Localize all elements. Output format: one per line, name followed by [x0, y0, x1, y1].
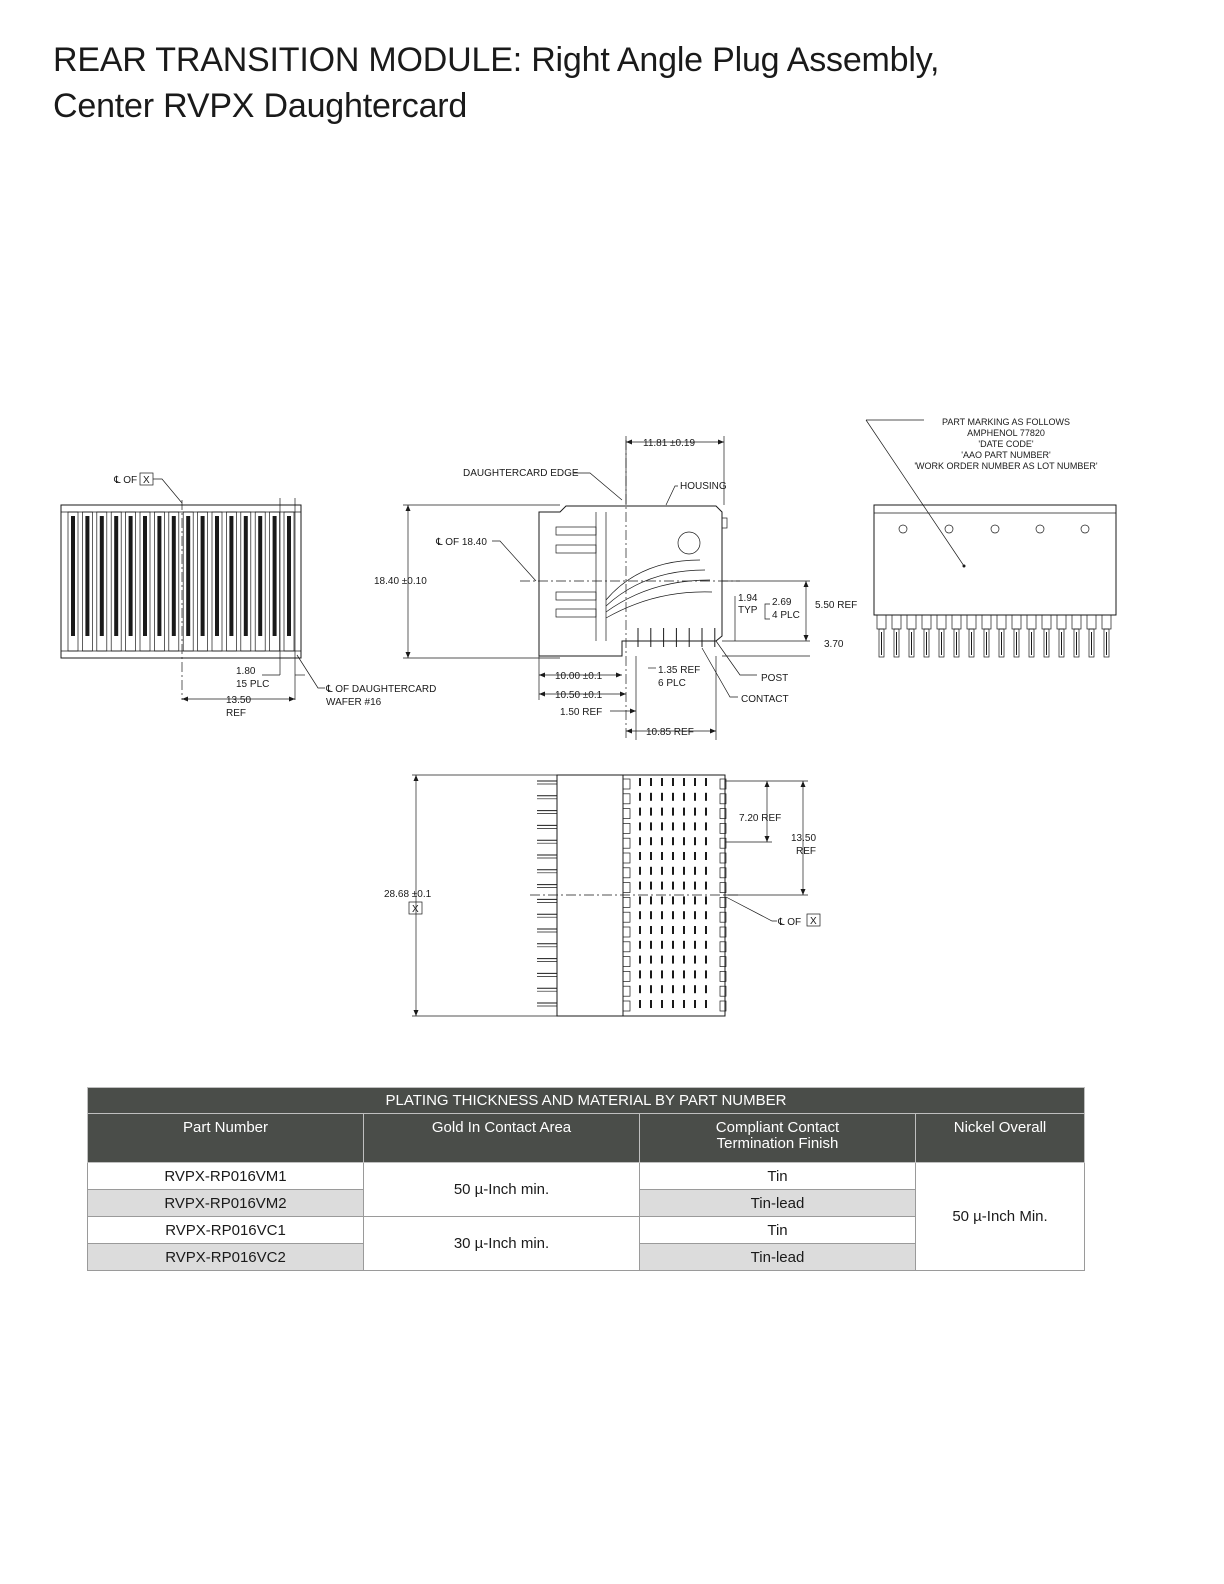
side-height-dim: 18.40 ±0.10	[374, 576, 427, 587]
plan-contact	[683, 778, 685, 786]
front-view	[61, 473, 436, 719]
plan-contact	[639, 882, 641, 890]
plan-contact	[683, 837, 685, 845]
plan-contact	[683, 970, 685, 978]
finish-cell: Tin	[640, 1217, 916, 1244]
gold-cell: 30 µ-Inch min.	[364, 1217, 640, 1271]
finish-cell: Tin-lead	[640, 1190, 916, 1217]
plan-contact-grid	[639, 778, 707, 1008]
plan-contact	[650, 808, 652, 816]
plan-contact	[694, 941, 696, 949]
header-nickel: Nickel Overall	[916, 1114, 1085, 1163]
plan-contact	[705, 985, 707, 993]
side-dim-1085: 10.85 REF	[646, 727, 694, 738]
marking-hole	[945, 525, 953, 533]
wafer-contact	[157, 516, 161, 636]
plan-contact	[705, 793, 707, 801]
side-dim-370: 3.70	[824, 639, 844, 650]
wafer-contact	[273, 516, 277, 636]
finish-cell: Tin	[640, 1163, 916, 1190]
nickel-cell: 50 µ-Inch Min.	[916, 1163, 1085, 1271]
wafer-contact	[129, 516, 133, 636]
finish-cell: Tin-lead	[640, 1244, 916, 1271]
marking-hole	[991, 525, 999, 533]
plating-table-caption: PLATING THICKNESS AND MATERIAL BY PART NUMBER	[88, 1088, 1085, 1114]
rear-pin-shoulder	[877, 615, 886, 629]
marking-hole	[899, 525, 907, 533]
rear-pin-shoulder	[967, 615, 976, 629]
plan-contact	[639, 985, 641, 993]
plan-contact	[661, 822, 663, 830]
plan-contact	[650, 867, 652, 875]
plan-contact	[650, 882, 652, 890]
plan-contact	[650, 970, 652, 978]
plan-contact	[672, 1000, 674, 1008]
plan-contact	[694, 867, 696, 875]
rear-pin-shoulder	[907, 615, 916, 629]
plan-contact	[672, 837, 674, 845]
plan-left-tab	[623, 897, 630, 907]
plan-contact	[705, 926, 707, 934]
plan-contact	[705, 822, 707, 830]
front-datum-letter: X	[143, 475, 150, 486]
plan-left-tab	[623, 853, 630, 863]
wafer-contact	[114, 516, 118, 636]
plan-contact	[661, 837, 663, 845]
plan-contact	[683, 941, 685, 949]
plan-contact	[705, 882, 707, 890]
rear-pin-shoulder	[937, 615, 946, 629]
part-marking-note	[914, 417, 1098, 471]
plan-contact	[694, 956, 696, 964]
plan-left-tab	[623, 957, 630, 967]
plan-contact	[672, 941, 674, 949]
plan-contact	[672, 970, 674, 978]
plan-contact	[650, 778, 652, 786]
plan-contact	[672, 985, 674, 993]
side-view	[374, 436, 857, 740]
part-number-cell: RVPX-RP016VM1	[88, 1163, 364, 1190]
plan-contact	[639, 867, 641, 875]
plan-contact	[705, 941, 707, 949]
plan-contact	[672, 956, 674, 964]
marking-line: PART MARKING AS FOLLOWS	[941, 417, 1071, 427]
plan-contact	[650, 956, 652, 964]
front-width-value: 13.50	[226, 695, 252, 706]
wafer-contact	[85, 516, 89, 636]
plan-datum-letter: X	[412, 904, 419, 915]
plan-contact	[661, 970, 663, 978]
front-pitch-plc: 15 PLC	[236, 679, 270, 690]
marking-line: 'DATE CODE'	[978, 439, 1034, 449]
header-part-number: Part Number	[88, 1114, 364, 1163]
plan-contact	[661, 778, 663, 786]
plan-contact	[705, 852, 707, 860]
plan-contact	[672, 808, 674, 816]
plan-contact	[705, 970, 707, 978]
rear-view-outline	[874, 505, 1116, 615]
rear-pins	[877, 615, 1111, 657]
plan-contact	[661, 941, 663, 949]
wafer-contact	[215, 516, 219, 636]
side-daughtercard-edge: DAUGHTERCARD EDGE	[463, 468, 579, 479]
wafer-contact	[172, 516, 176, 636]
plan-contact	[683, 985, 685, 993]
plan-contact	[672, 896, 674, 904]
plan-contact	[672, 926, 674, 934]
plan-left-tab	[623, 838, 630, 848]
plan-left-tab	[623, 779, 630, 789]
wafer-contact	[186, 516, 190, 636]
plan-contact	[661, 985, 663, 993]
plan-contact	[672, 778, 674, 786]
plan-contact	[705, 956, 707, 964]
plan-contact	[705, 896, 707, 904]
front-pitch-value: 1.80	[236, 666, 256, 677]
plan-contact	[683, 867, 685, 875]
page-title-line-1: REAR TRANSITION MODULE: Right Angle Plug Assembly,	[53, 41, 940, 79]
side-top-dim: 11.81 ±0.19	[643, 438, 696, 449]
plan-contact	[639, 956, 641, 964]
plan-contact	[672, 852, 674, 860]
rear-pin-shoulder	[1072, 615, 1081, 629]
rear-pin-shoulder	[952, 615, 961, 629]
plan-contact	[683, 926, 685, 934]
wafer-group	[68, 512, 294, 651]
part-number-cell: RVPX-RP016VC2	[88, 1244, 364, 1271]
plan-contact	[705, 837, 707, 845]
plan-contact	[683, 882, 685, 890]
side-pitch-269-plc: 4 PLC	[772, 610, 800, 621]
wafer-contact	[100, 516, 104, 636]
plan-contact	[661, 1000, 663, 1008]
plan-contact	[683, 852, 685, 860]
plan-contact	[694, 793, 696, 801]
plan-contact	[705, 867, 707, 875]
plan-contact	[694, 837, 696, 845]
front-centerline-label: ℄ OF	[114, 475, 138, 486]
page-title-line-2: Center RVPX Daughtercard	[53, 87, 468, 125]
plan-contact	[683, 956, 685, 964]
plan-contact	[661, 867, 663, 875]
marking-line: 'WORK ORDER NUMBER AS LOT NUMBER'	[914, 461, 1098, 471]
plan-contact	[661, 852, 663, 860]
plan-contact	[683, 896, 685, 904]
plan-contact	[705, 778, 707, 786]
rear-pin-shoulder	[982, 615, 991, 629]
rear-pin-shoulder	[1102, 615, 1111, 629]
plan-ref-720: 7.20 REF	[739, 813, 782, 824]
plan-contact	[683, 793, 685, 801]
plan-contact	[694, 926, 696, 934]
header-finish-line-2: Termination Finish	[716, 1135, 839, 1152]
plan-contact	[650, 852, 652, 860]
part-number-cell: RVPX-RP016VC1	[88, 1217, 364, 1244]
plan-left-tab	[623, 942, 630, 952]
plan-contact	[705, 1000, 707, 1008]
plan-left-tab	[623, 868, 630, 878]
plan-contact	[694, 985, 696, 993]
plan-contact	[694, 808, 696, 816]
side-dim-135-plc: 6 PLC	[658, 678, 686, 689]
plan-left-tab	[623, 927, 630, 937]
plan-contact	[694, 852, 696, 860]
plan-body	[557, 775, 623, 1016]
front-wafer-label-1: ℄ OF DAUGHTERCARD	[326, 684, 437, 695]
plan-contact	[639, 911, 641, 919]
side-typ-value: 1.94	[738, 593, 758, 604]
plan-left-tab	[623, 971, 630, 981]
plan-view	[384, 775, 820, 1016]
plan-left-tab	[623, 1001, 630, 1011]
rear-pin-shoulder	[997, 615, 1006, 629]
plan-contact	[650, 793, 652, 801]
plan-contact	[650, 896, 652, 904]
plan-contact	[639, 941, 641, 949]
front-wafer-label-2: WAFER #16	[326, 697, 382, 708]
plan-contact	[694, 822, 696, 830]
header-finish-line-1: Compliant Contact	[715, 1119, 840, 1136]
plan-contact	[650, 926, 652, 934]
plan-leads	[537, 781, 557, 1006]
plan-contact	[639, 926, 641, 934]
plan-centerline-box: X	[810, 916, 817, 927]
plan-contact	[639, 837, 641, 845]
side-dim-135: 1.35 REF	[658, 665, 701, 676]
plan-contact	[683, 1000, 685, 1008]
plan-contact	[672, 867, 674, 875]
plan-contact	[683, 911, 685, 919]
plan-contact	[650, 941, 652, 949]
rear-pin-shoulder	[892, 615, 901, 629]
plan-left-tab	[623, 794, 630, 804]
rear-pin-shoulder	[1027, 615, 1036, 629]
plan-left-tab	[623, 912, 630, 922]
table-row	[88, 1163, 1085, 1190]
side-dim-150: 1.50 REF	[560, 707, 603, 718]
plan-ref-1350-value: 13.50	[791, 833, 817, 844]
plan-contact	[639, 852, 641, 860]
plan-centerline-label: ℄ OF	[778, 917, 802, 928]
plan-contact	[639, 896, 641, 904]
plan-contact	[672, 793, 674, 801]
plan-contact	[683, 808, 685, 816]
plan-contact	[683, 822, 685, 830]
header-finish	[640, 1114, 916, 1163]
plan-contact	[639, 778, 641, 786]
wafer-contact	[229, 516, 233, 636]
marking-hole	[1081, 525, 1089, 533]
part-number-cell: RVPX-RP016VM2	[88, 1190, 364, 1217]
plan-height-dim: 28.68 ±0.1	[384, 889, 432, 900]
side-ref-550: 5.50 REF	[815, 600, 858, 611]
plan-contact	[661, 793, 663, 801]
plan-left-tab	[623, 986, 630, 996]
plan-contact	[661, 808, 663, 816]
header-gold: Gold In Contact Area	[364, 1114, 640, 1163]
side-post-label: POST	[761, 673, 789, 684]
marking-line: 'AAO PART NUMBER'	[961, 450, 1051, 460]
rear-pin-shoulder	[1087, 615, 1096, 629]
rear-view	[866, 417, 1116, 657]
side-typ-label: TYP	[738, 605, 758, 616]
plan-ref-1350-label: REF	[796, 846, 816, 857]
wafer-contact	[258, 516, 262, 636]
rear-pin-shoulder	[1012, 615, 1021, 629]
plan-left-tab	[623, 823, 630, 833]
plan-contact	[694, 896, 696, 904]
plan-contact	[705, 808, 707, 816]
side-dim-1050: 10.50 ±0.1	[555, 690, 603, 701]
wafer-contact	[244, 516, 248, 636]
rear-pin-shoulder	[1057, 615, 1066, 629]
plan-contact	[650, 1000, 652, 1008]
front-width-ref: REF	[226, 708, 246, 719]
plan-contact	[639, 970, 641, 978]
plan-contact	[650, 837, 652, 845]
plan-contact	[694, 1000, 696, 1008]
plan-contact	[694, 911, 696, 919]
marking-line: AMPHENOL 77820	[967, 428, 1045, 438]
side-contact-label: CONTACT	[741, 694, 789, 705]
wafer-contact	[143, 516, 147, 636]
plan-contact	[672, 911, 674, 919]
wafer-contact	[71, 516, 75, 636]
rear-pin-shoulder	[922, 615, 931, 629]
wafer-contact	[287, 516, 291, 636]
side-pitch-269: 2.69	[772, 597, 792, 608]
plan-contact	[661, 926, 663, 934]
plan-contact	[661, 956, 663, 964]
plan-contact	[694, 882, 696, 890]
plan-left-tab	[623, 809, 630, 819]
marking-holes	[899, 525, 1089, 533]
plan-contact	[650, 822, 652, 830]
plan-contact	[672, 882, 674, 890]
plan-contact	[639, 793, 641, 801]
side-dim-1000: 10.00 ±0.1	[555, 671, 603, 682]
plan-contact	[705, 911, 707, 919]
plan-contact	[650, 911, 652, 919]
plan-contact	[661, 911, 663, 919]
wafer-contact	[201, 516, 205, 636]
plan-contact	[650, 985, 652, 993]
contact-pins	[638, 628, 715, 647]
plan-contact	[661, 896, 663, 904]
side-centerline-18: ℄ OF 18.40	[436, 537, 487, 548]
plating-table	[87, 1087, 1085, 1271]
plan-left-tab	[623, 883, 630, 893]
plan-contact	[694, 778, 696, 786]
rear-pin-shoulder	[1042, 615, 1051, 629]
plan-contact	[639, 822, 641, 830]
plan-contact	[661, 882, 663, 890]
plan-contact	[694, 970, 696, 978]
plan-contact	[639, 1000, 641, 1008]
gold-cell: 50 µ-Inch min.	[364, 1163, 640, 1217]
plan-contact	[672, 822, 674, 830]
side-housing-label: HOUSING	[680, 481, 727, 492]
marking-hole	[1036, 525, 1044, 533]
plan-contact	[639, 808, 641, 816]
